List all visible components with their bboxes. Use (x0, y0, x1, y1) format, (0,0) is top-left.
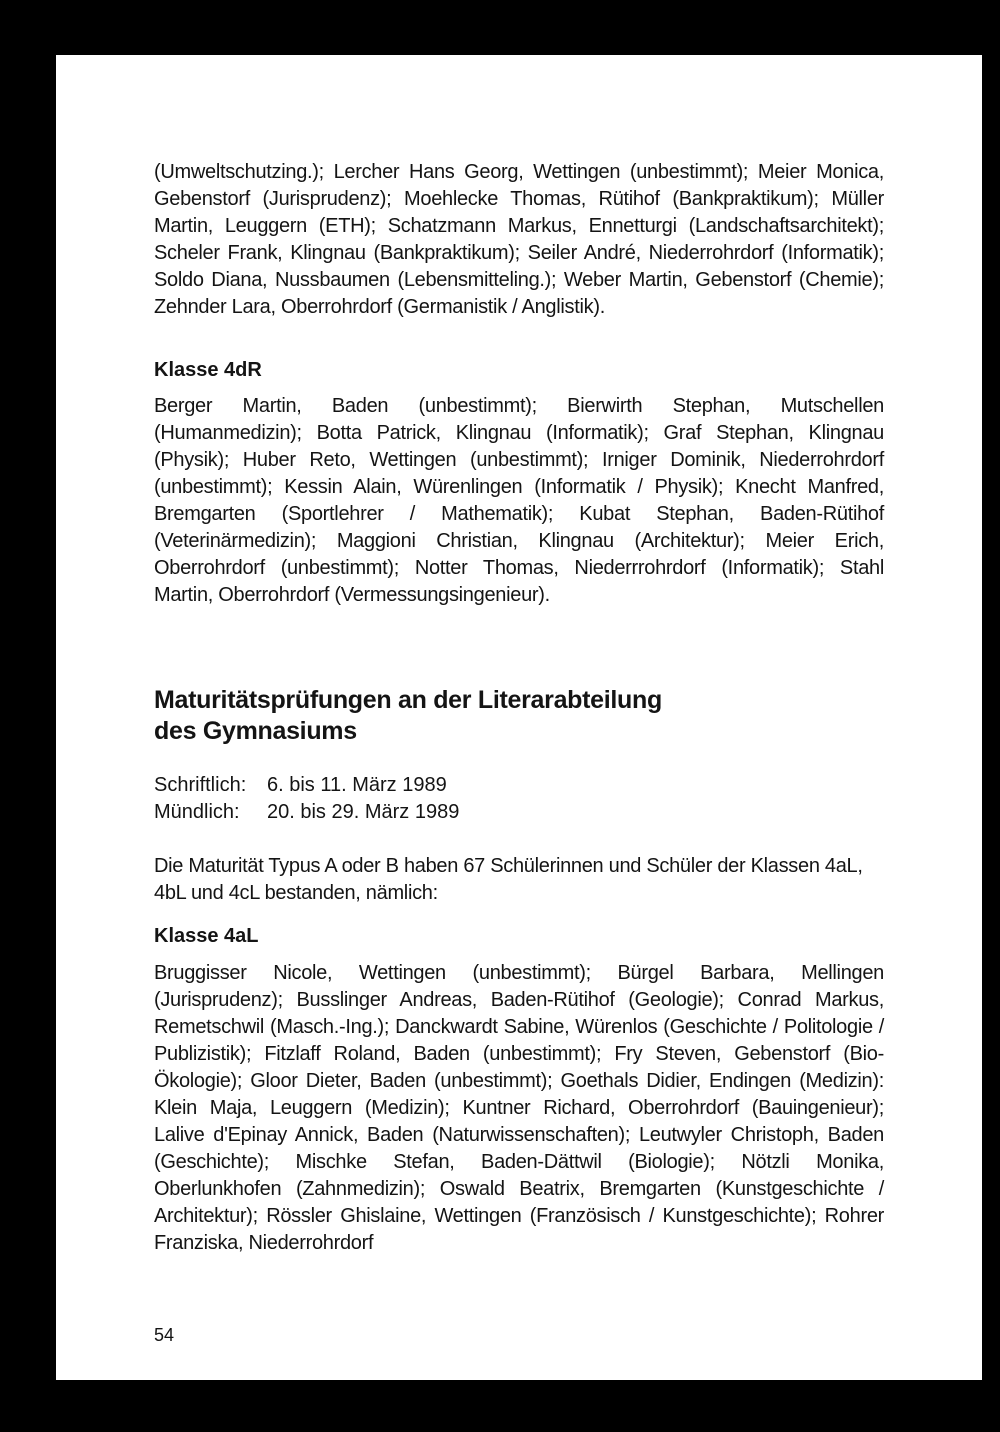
written-label: Schriftlich: (154, 774, 247, 796)
heading-klasse-4al: Klasse 4aL (154, 925, 259, 947)
section-title-line-2: des Gymnasiums (154, 717, 357, 745)
klasse-4al-list: Bruggisser Nicole, Wettingen (unbestimmt); Bürgel Barbara, Mellingen (Jurisprudenz); Busslinger Andreas, Baden-Rütihof (Geologie); Conrad Markus, Remetschwil (Masch.-Ing.); Danckwardt Sabine, Würenlos (Geschichte / Politologie / Publizistik); Fitzlaff Roland, Baden (unbestimmt); Fry Steven, Gebenstorf (Bio-Ökologie); Gloor Dieter, Baden (unbestimmt); Goethals Didier, Endingen (Medizin): Klein Maja, Leuggern (Medizin); Kuntner Richard, Oberrohrdorf (Bauingenieur); Lalive d'Epinay Annick, Baden (Naturwissenschaften); Leutwyler Christoph, Baden (Geschichte); Mischke Stefan, Baden-Dättwil (Biologie); Nötzli Monika, Oberlunkhofen (Zahnmedizin); Oswald Beatrix, Bremgarten (Kunstgeschichte / Architektur); Rössler Ghislaine, Wettingen (Französisch / Kunstgeschichte); Rohrer Franziska, Niederrohrdorf (154, 962, 884, 1254)
written-dates: 6. bis 11. März 1989 (267, 774, 447, 796)
page-content (154, 159, 884, 1257)
oral-dates: 20. bis 29. März 1989 (267, 801, 460, 823)
section-title (154, 685, 884, 747)
oral-exam-row (154, 799, 884, 826)
page-number: 54 (154, 1325, 175, 1345)
section-title-line-1: Maturitätsprüfungen an der Literarabteilung (154, 686, 662, 714)
heading-klasse-4dr: Klasse 4dR (154, 359, 262, 381)
klasse-4dr-list: Berger Martin, Baden (unbestimmt); Bierwirth Stephan, Mutschellen (Humanmedizin); Botta Patrick, Klingnau (Informatik); Graf Stephan, Klingnau (Physik); Huber Reto, Wettingen (unbestimmt); Irniger Dominik, Niederrohrdorf (unbestimmt); Kessin Alain, Würenlingen (Informatik / Physik); Knecht Manfred, Bremgarten (Sportlehrer / Mathematik); Kubat Stephan, Baden-Rütihof (Veterinärmedizin); Maggioni Christian, Klingnau (Architektur); Meier Erich, Oberrohrdorf (unbestimmt); Notter Thomas, Niederrrohrdorf (Informatik); Stahl Martin, Oberrohrdorf (Vermessungsingenieur). (154, 395, 884, 606)
written-exam-row (154, 772, 884, 799)
summary-paragraph: Die Maturität Typus A oder B haben 67 Schülerinnen und Schüler der Klassen 4aL, 4bL und 4cL bestanden, nämlich: (154, 855, 863, 904)
oral-label: Mündlich: (154, 801, 240, 823)
intro-paragraph: (Umweltschutzing.); Lercher Hans Georg, Wettingen (unbestimmt); Meier Monica, Gebenstorf (Jurisprudenz); Moehlecke Thomas, Rütihof (Bankpraktikum); Müller Martin, Leuggern (ETH); Schatzmann Markus, Ennetturgi (Landschaftsarchitekt); Scheler Frank, Klingnau (Bankpraktikum); Seiler André, Niederrohrdorf (Informatik); Soldo Diana, Nussbaumen (Lebensmitteling.); Weber Martin, Gebenstorf (Chemie); Zehnder Lara, Oberrohrdorf (Germanistik / Anglistik). (154, 161, 884, 318)
document-page (56, 55, 982, 1380)
exam-dates (154, 772, 884, 826)
